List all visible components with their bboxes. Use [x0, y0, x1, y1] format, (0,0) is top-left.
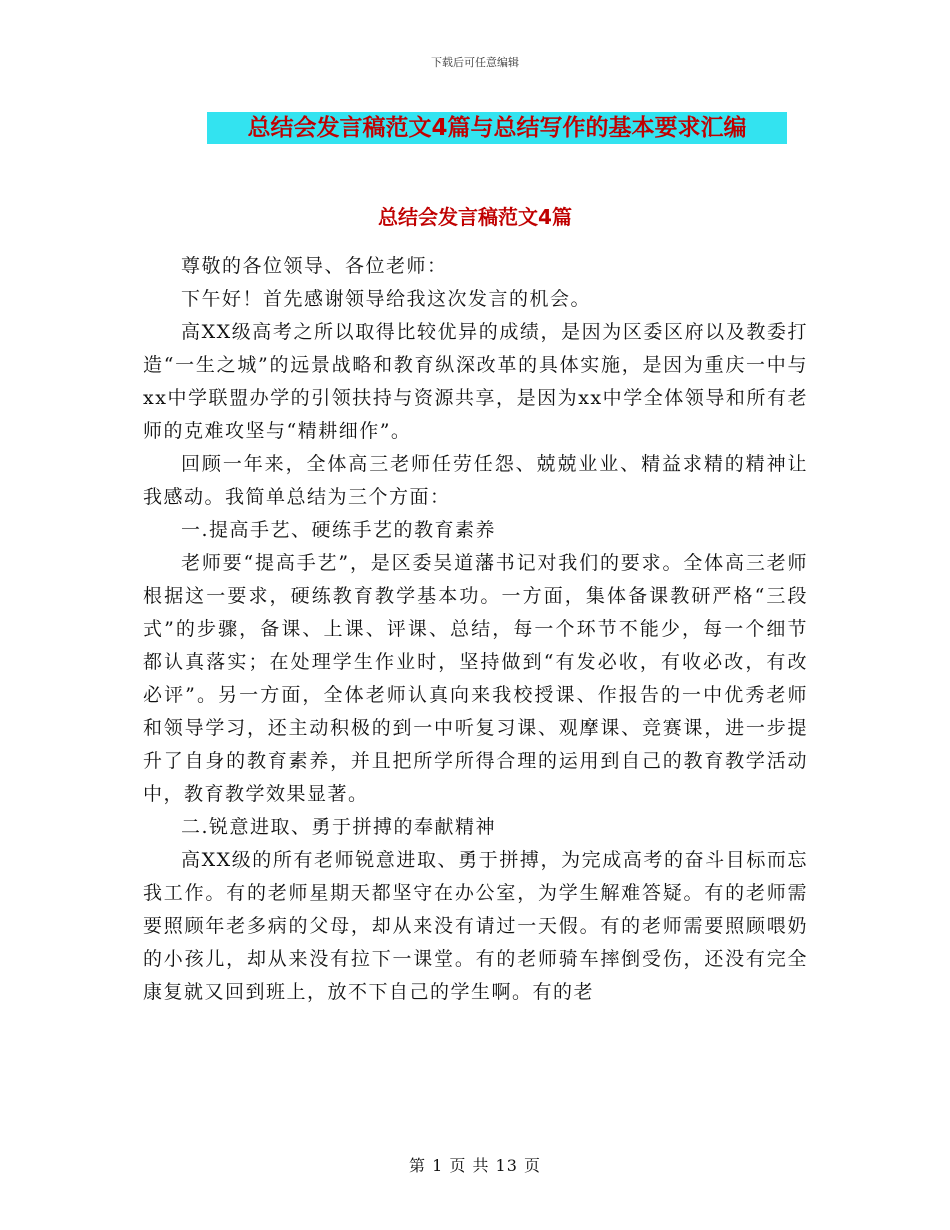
paragraph: 下午好！首先感谢领导给我这次发言的机会。 [181, 288, 592, 310]
page-footer: 第 1 页 共 13 页 [409, 1156, 541, 1175]
subheading: 二.锐意进取、勇于拼搏的奉献精神 [181, 816, 497, 838]
paragraph: 高XX级高考之所以取得比较优异的成绩，是因为区委区府以及教委打造“一生之城”的远景战略和教育纵深改革的具体实施，是因为重庆一中与xx中学联盟办学的引领扶持与资源共享，是因为xx中学全体领导和所有老师的克难攻坚与“精耕细作”。 [143, 321, 808, 442]
header-note: 下载后可任意编辑 [431, 56, 519, 69]
document-body [143, 250, 808, 1009]
subheading: 一.提高手艺、硬练手艺的教育素养 [181, 519, 497, 541]
section-title: 总结会发言稿范文4篇 [378, 205, 572, 229]
document-title: 总结会发言稿范文4篇与总结写作的基本要求汇编 [207, 112, 787, 144]
paragraph: 高XX级的所有老师锐意进取、勇于拼搏，为完成高考的奋斗目标而忘我工作。有的老师星期天都坚守在办公室，为学生解难答疑。有的老师需要照顾年老多病的父母，却从来没有请过一天假。有的老师需要照顾喂奶的小孩儿，却从来没有拉下一课堂。有的老师骑车摔倒受伤，还没有完全康复就又回到班上，放不下自己的学生啊。有的老 [143, 849, 808, 1003]
paragraph: 老师要“提高手艺”，是区委吴道藩书记对我们的要求。全体高三老师根据这一要求，硬练教育教学基本功。一方面，集体备课教研严格“三段式”的步骤，备课、上课、评课、总结，每一个环节不能少，每一个细节都认真落实；在处理学生作业时，坚持做到“有发必收，有收必改，有改必评”。另一方面，全体老师认真向来我校授课、作报告的一中优秀老师和领导学习，还主动积极的到一中听复习课、观摩课、竞赛课，进一步提升了自身的教育素养，并且把所学所得合理的运用到自己的教育教学活动中，教育教学效果显著。 [143, 552, 808, 805]
paragraph: 回顾一年来，全体高三老师任劳任怨、兢兢业业、精益求精的精神让我感动。我简单总结为三个方面： [143, 453, 808, 508]
paragraph: 尊敬的各位领导、各位老师： [181, 255, 448, 277]
